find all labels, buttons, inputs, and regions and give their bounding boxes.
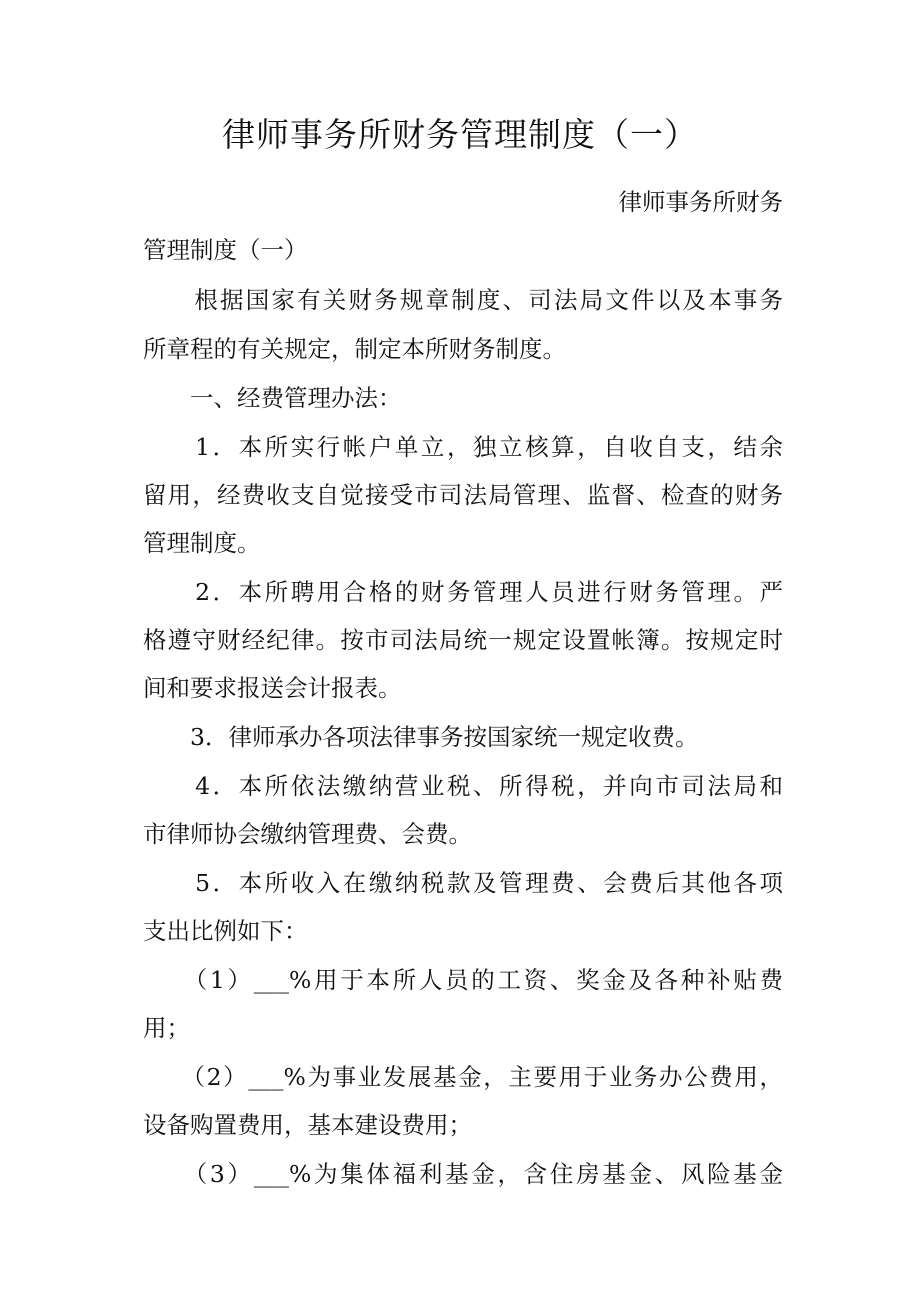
paragraph-line: 留用，经费收支自觉接受市司法局管理、监督、检查的财务 <box>143 481 783 509</box>
list-item-line: 设备购置费用，基本建设费用； <box>143 1111 472 1139</box>
list-item-line: （2）___%为事业发展基金，主要用于业务办公费用， <box>143 1063 783 1091</box>
section-heading: 一、经费管理办法： <box>143 384 402 412</box>
subtitle-line-2: 管理制度（一） <box>143 236 308 264</box>
paragraph-line: 所章程的有关规定，制定本所财务制度。 <box>143 335 566 363</box>
list-item-line: （1）___%用于本所人员的工资、奖金及各种补贴费 <box>143 966 783 994</box>
paragraph-line: 根据国家有关财务规章制度、司法局文件以及本事务 <box>143 286 783 314</box>
document-title: 律师事务所财务管理制度（一） <box>222 115 698 154</box>
paragraph-line: 2．本所聘用合格的财务管理人员进行财务管理。严 <box>143 578 783 606</box>
list-item-line: 用； <box>143 1014 190 1042</box>
subtitle-line-1: 律师事务所财务 <box>618 188 783 216</box>
paragraph-line: 管理制度。 <box>143 529 261 557</box>
paragraph-line: 格遵守财经纪律。按市司法局统一规定设置帐簿。按规定时 <box>143 626 783 654</box>
paragraph-line: 4．本所依法缴纳营业税、所得税，并向市司法局和 <box>143 772 783 800</box>
paragraph-line: 1．本所实行帐户单立，独立核算，自收自支，结余 <box>143 433 783 461</box>
paragraph-line: 间和要求报送会计报表。 <box>143 674 402 702</box>
paragraph-line: 支出比例如下： <box>143 917 308 945</box>
paragraph-line: 市律师协会缴纳管理费、会费。 <box>143 820 472 848</box>
list-item-line: （3）___%为集体福利基金，含住房基金、风险基金 <box>143 1160 783 1188</box>
paragraph-line: 3．律师承办各项法律事务按国家统一规定收费。 <box>143 723 699 751</box>
paragraph-line: 5．本所收入在缴纳税款及管理费、会费后其他各项 <box>143 869 783 897</box>
